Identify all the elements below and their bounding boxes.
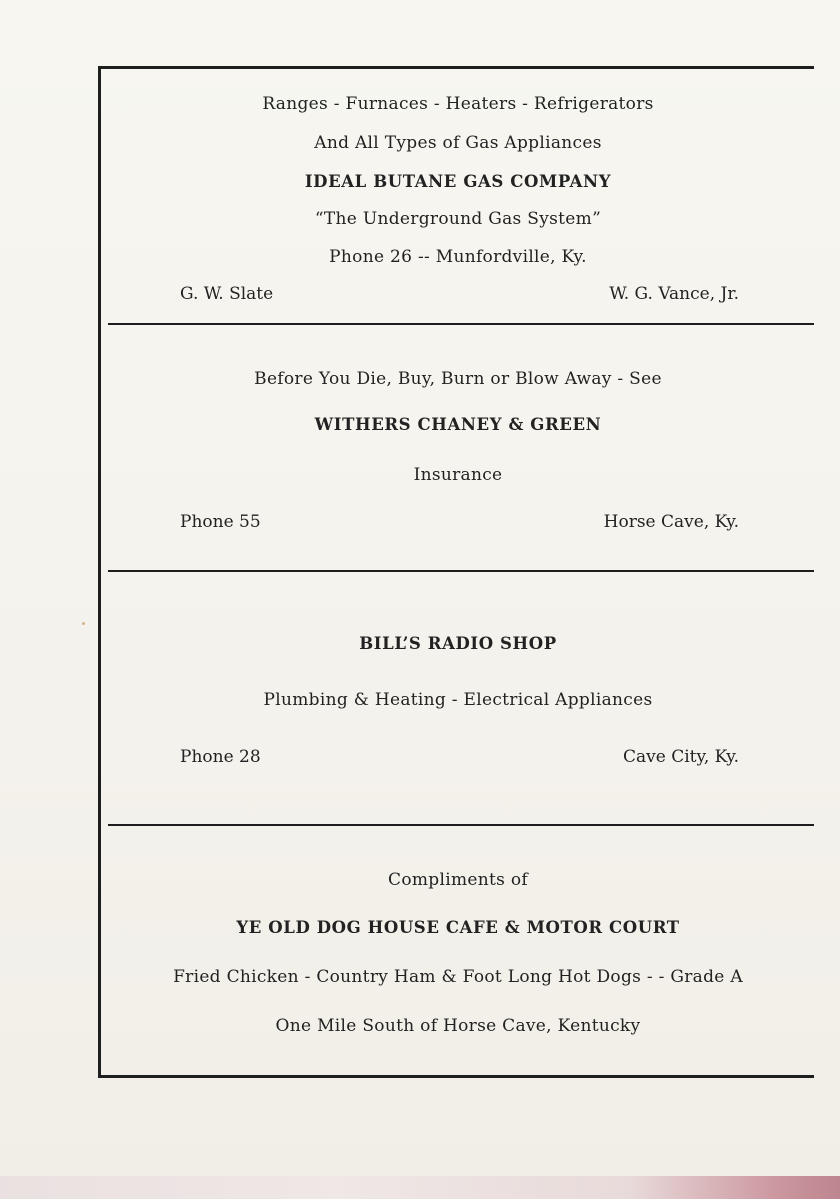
cafe-ad-intro: Compliments of: [388, 870, 528, 890]
cafe-ad-name: YE OLD DOG HOUSE CAFE & MOTOR COURT: [236, 918, 680, 937]
insurance-ad-service: Insurance: [413, 465, 503, 485]
gas-ad-products: Ranges - Furnaces - Heaters - Refrigerators: [262, 94, 654, 114]
cafe-ad-location: One Mile South of Horse Cave, Kentucky: [275, 1016, 641, 1036]
gas-ad-person-right: W. G. Vance, Jr.: [609, 284, 739, 304]
gas-ad-person-left: G. W. Slate: [180, 284, 274, 304]
scan-edge-strip: [0, 1176, 840, 1199]
gas-ad-slogan: “The Underground Gas System”: [314, 209, 602, 229]
gas-ad-company-name: IDEAL BUTANE GAS COMPANY: [304, 172, 612, 191]
gas-ad-appliances: And All Types of Gas Appliances: [314, 133, 602, 153]
radio-ad-location: Cave City, Ky.: [622, 747, 739, 767]
insurance-ad-phone: Phone 55: [180, 512, 261, 532]
insurance-ad-location: Horse Cave, Ky.: [603, 512, 739, 532]
radio-ad-phone: Phone 28: [180, 747, 261, 767]
radio-ad-services: Plumbing & Heating - Electrical Appliances: [263, 690, 653, 710]
gas-ad-phone: Phone 26 -- Munfordville, Ky.: [329, 247, 587, 267]
divider-3: [108, 824, 814, 826]
paper-speck: [82, 622, 85, 625]
divider-1: [108, 323, 814, 325]
insurance-ad-name: WITHERS CHANEY & GREEN: [314, 415, 602, 434]
radio-ad-name: BILL’S RADIO SHOP: [359, 634, 557, 653]
cafe-ad-menu: Fried Chicken - Country Ham & Foot Long Hot Dogs - - Grade A: [173, 967, 743, 987]
divider-2: [108, 570, 814, 572]
insurance-ad-tagline: Before You Die, Buy, Burn or Blow Away - See: [254, 369, 662, 389]
